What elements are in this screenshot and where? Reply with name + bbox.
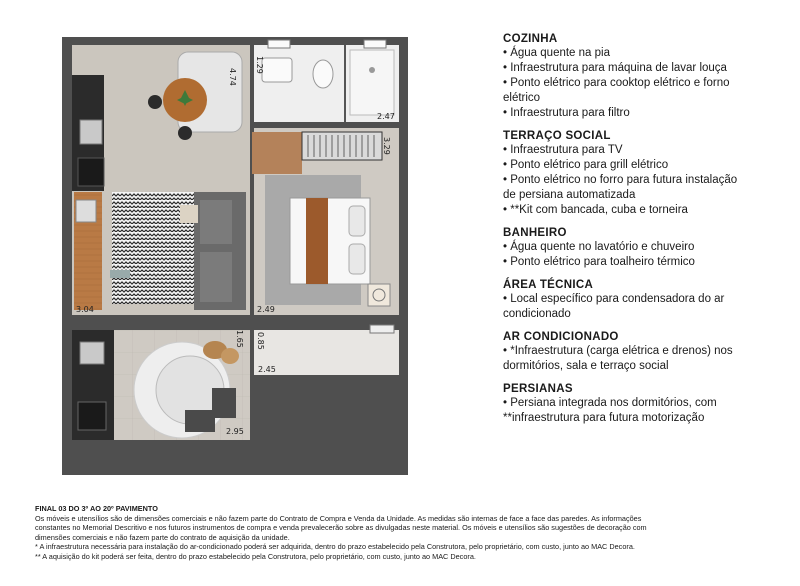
dimension-label: 2.45: [258, 365, 276, 374]
dimension-label: 3.29: [382, 137, 391, 155]
armchair: [212, 388, 236, 418]
dimension-label: 2.95: [226, 427, 244, 436]
features-list: [503, 33, 788, 435]
dimension-label: 4.74: [228, 68, 237, 86]
washbasin: [262, 58, 292, 82]
armchair: [185, 410, 215, 432]
terrace-sink: [80, 342, 104, 364]
bedside-table: [368, 284, 390, 306]
feature-section-title: TERRAÇO SOCIAL: [503, 130, 611, 142]
feature-item: • Água quente na pia: [503, 47, 610, 59]
pillow: [349, 206, 365, 236]
feature-section-title: PERSIANAS: [503, 383, 573, 395]
feature-item: elétrico: [503, 92, 541, 104]
bath-door-mark: [268, 40, 290, 48]
feature-section-title: COZINHA: [503, 33, 558, 45]
dimension-label: 2.47: [377, 112, 395, 121]
feature-item: • Ponto elétrico para grill elétrico: [503, 159, 669, 171]
feature-section: [503, 33, 788, 121]
feature-section: [503, 227, 788, 270]
feature-item: condicionado: [503, 308, 571, 320]
feature-items: [503, 344, 788, 374]
hallway-wood-floor: [252, 132, 302, 174]
feature-items: [503, 46, 788, 121]
shower: [350, 50, 394, 115]
feature-item: **infraestrutura para futura motorização: [503, 412, 705, 424]
dimension-label: 1.65: [235, 330, 244, 348]
dimension-label: 2.49: [257, 305, 275, 314]
sofa-cushion: [200, 200, 232, 244]
footnote-line: * A infraestrutura necessária para instalação do ar-condicionado poderá ser adquirida, dentro do prazo estabelecido pela Construtora, pelo proprietário, com custo, junto ao MAC Decora.: [35, 542, 635, 552]
feature-section: [503, 331, 788, 374]
dimension-label: 3.04: [76, 305, 94, 314]
feature-section: [503, 383, 788, 426]
side-table: [180, 205, 198, 223]
feature-items: [503, 396, 788, 426]
feature-items: [503, 292, 788, 322]
footnote-line: dimensões comerciais e não fazem parte do contrato de aquisição da unidade.: [35, 532, 290, 542]
dimension-label: 1.29: [255, 56, 264, 74]
feature-item: • Persiana integrada nos dormitórios, com: [503, 397, 717, 409]
feature-item: • Água quente no lavatório e chuveiro: [503, 241, 695, 253]
feature-section-title: AR CONDICIONADO: [503, 331, 619, 343]
footnote-line: constantes no Memorial Descritivo e nos futuros instrumentos de compra e venda prevalecerão sobre as divulgadas neste material. Os móveis e utensílios são sugestões de decoração com: [35, 523, 647, 533]
bed-runner: [306, 198, 328, 284]
cooktop: [78, 158, 104, 186]
dimension-label: 0.85: [256, 332, 265, 350]
sink: [80, 120, 102, 144]
feature-item: • Local específico para condensadora do ar: [503, 293, 725, 305]
footnotes: [35, 504, 775, 562]
feature-item: • **Kit com bancada, cuba e torneira: [503, 204, 688, 216]
footnote-title: FINAL 03 DO 3º AO 20º PAVIMENTO: [35, 504, 158, 513]
feature-item: • *Infraestrutura (carga elétrica e drenos) nos: [503, 345, 733, 357]
chair: [148, 95, 162, 109]
toilet: [313, 60, 333, 88]
stool: [221, 348, 239, 364]
feature-item: • Ponto elétrico no forro para futura instalação: [503, 174, 738, 186]
feature-section-title: BANHEIRO: [503, 227, 567, 239]
feature-item: • Ponto elétrico para toalheiro térmico: [503, 256, 695, 268]
bath-door-mark: [364, 40, 386, 48]
feature-section-title: ÁREA TÉCNICA: [503, 279, 594, 291]
feature-items: [503, 240, 788, 270]
footnote-line: ** A aquisição do kit poderá ser feita, dentro do prazo estabelecido pela Construtora, pelo proprietário, com custo, junto ao MAC Decora.: [35, 551, 476, 561]
feature-item: • Infraestrutura para filtro: [503, 107, 630, 119]
feature-section: [503, 130, 788, 218]
feature-item: • Ponto elétrico para cooktop elétrico e forno: [503, 77, 730, 89]
feature-items: [503, 143, 788, 218]
floor-plan: [0, 0, 420, 480]
footnote-line: Os móveis e utensílios são de dimensões comerciais e não fazem parte do Contrato de Compra e Venda da Unidade. As medidas são internas de face a face das paredes. As informações: [35, 513, 642, 523]
feature-item: • Infraestrutura para máquina de lavar louça: [503, 62, 727, 74]
refrigerator: [76, 200, 96, 222]
ac-condenser: [370, 325, 394, 333]
feature-item: dormitórios, sala e terraço social: [503, 360, 669, 372]
sofa-cushion: [200, 252, 232, 302]
grill: [78, 402, 106, 430]
feature-item: • Infraestrutura para TV: [503, 144, 623, 156]
chair: [178, 126, 192, 140]
feature-item: de persiana automatizada: [503, 189, 636, 201]
feature-section: [503, 279, 788, 322]
pillow: [349, 244, 365, 274]
